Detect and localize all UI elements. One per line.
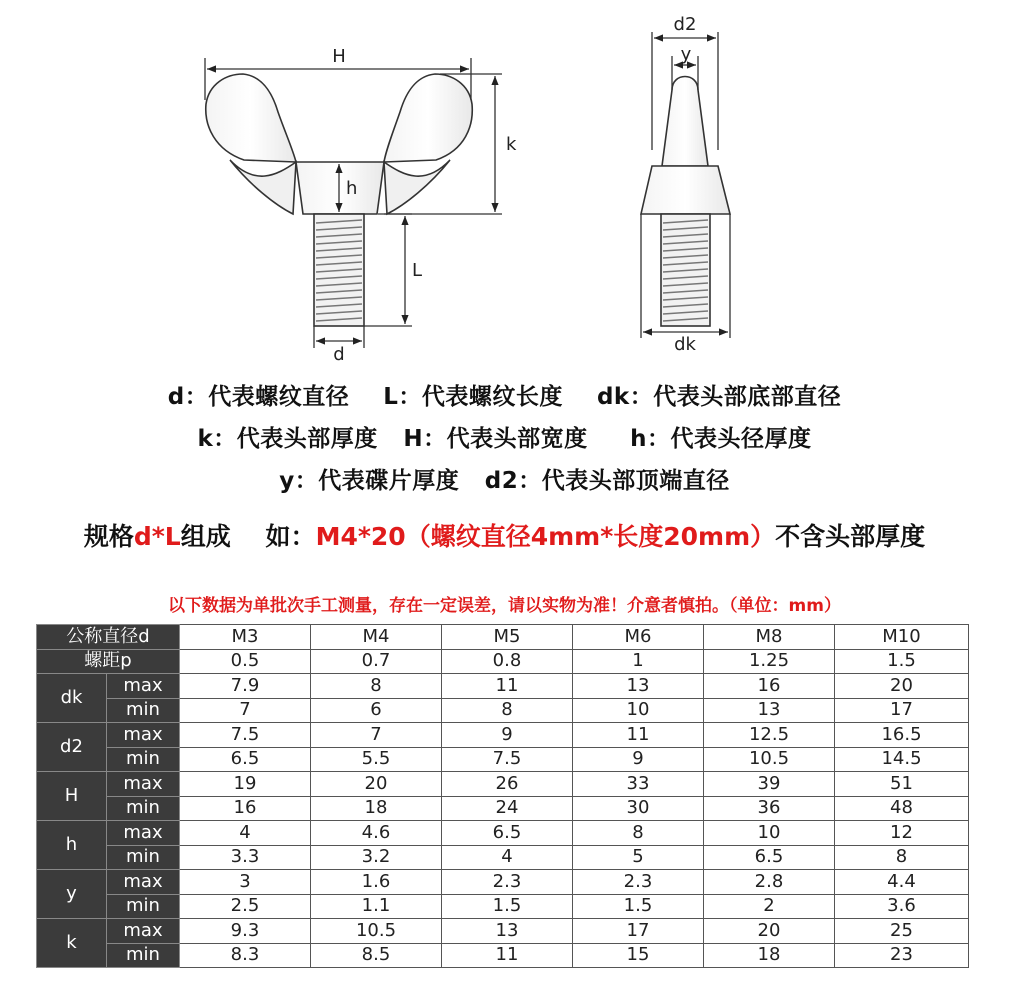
table-row	[37, 796, 969, 821]
value-cell: 3	[180, 870, 311, 895]
legend-H: H：代表头部宽度	[403, 426, 588, 452]
table-row	[37, 943, 969, 968]
table-row	[37, 894, 969, 919]
value-cell: 14.5	[835, 747, 969, 772]
value-cell: 4	[442, 845, 573, 870]
pitch-label-cell: 螺距p	[37, 649, 180, 674]
limit-label-cell: min	[107, 747, 180, 772]
pitch-cell: 0.8	[442, 649, 573, 674]
value-cell: 1.1	[311, 894, 442, 919]
value-cell: 7.5	[180, 723, 311, 748]
value-cell: 24	[442, 796, 573, 821]
size-header-cell: M4	[311, 625, 442, 650]
value-cell: 2.5	[180, 894, 311, 919]
value-cell: 16	[180, 796, 311, 821]
spec-mid: 组成 如：	[180, 522, 316, 551]
value-cell: 10.5	[311, 919, 442, 944]
value-cell: 36	[704, 796, 835, 821]
pitch-cell: 0.5	[180, 649, 311, 674]
size-header-cell: M6	[573, 625, 704, 650]
right-wing	[384, 74, 472, 162]
value-cell: 8	[311, 674, 442, 699]
limit-label-cell: min	[107, 698, 180, 723]
table-row	[37, 845, 969, 870]
side-blade	[662, 77, 708, 167]
value-cell: 1.6	[311, 870, 442, 895]
limit-label-cell: min	[107, 894, 180, 919]
value-cell: 6.5	[180, 747, 311, 772]
pitch-cell: 1.25	[704, 649, 835, 674]
value-cell: 8	[835, 845, 969, 870]
wing-screw-drawing	[0, 0, 1009, 370]
value-cell: 26	[442, 772, 573, 797]
value-cell: 5	[573, 845, 704, 870]
value-cell: 12.5	[704, 723, 835, 748]
legend-dk: dk：代表头部底部直径	[596, 384, 842, 410]
param-name-cell: k	[37, 919, 107, 968]
value-cell: 11	[442, 943, 573, 968]
pitch-cell: 1	[573, 649, 704, 674]
value-cell: 18	[704, 943, 835, 968]
table-row	[37, 747, 969, 772]
spec-line	[0, 517, 1009, 553]
label-dk: dk	[674, 334, 696, 355]
measurement-notice: 以下数据为单批次手工测量，存在一定误差，请以实物为准！介意者慎拍。（单位：mm）	[168, 596, 841, 616]
table-row	[37, 821, 969, 846]
value-cell: 10	[704, 821, 835, 846]
value-cell: 8.3	[180, 943, 311, 968]
value-cell: 6.5	[442, 821, 573, 846]
label-H: H	[332, 46, 346, 67]
legend-L: L：代表螺纹长度	[383, 384, 563, 410]
value-cell: 23	[835, 943, 969, 968]
label-k: k	[506, 134, 517, 155]
value-cell: 7	[311, 723, 442, 748]
table-row	[37, 674, 969, 699]
label-d: d	[333, 344, 345, 365]
table-row	[37, 723, 969, 748]
legend-line-2	[0, 420, 1009, 453]
value-cell: 2.8	[704, 870, 835, 895]
size-header-cell: M5	[442, 625, 573, 650]
param-name-cell: H	[37, 772, 107, 821]
value-cell: 15	[573, 943, 704, 968]
size-header-cell: M3	[180, 625, 311, 650]
limit-label-cell: max	[107, 674, 180, 699]
label-d2: d2	[673, 14, 697, 35]
value-cell: 3.2	[311, 845, 442, 870]
value-cell: 13	[704, 698, 835, 723]
value-cell: 51	[835, 772, 969, 797]
value-cell: 8	[442, 698, 573, 723]
pitch-row	[37, 649, 969, 674]
table-row	[37, 919, 969, 944]
table-row	[37, 772, 969, 797]
table-header-row	[37, 625, 969, 650]
value-cell: 7.5	[442, 747, 573, 772]
value-cell: 17	[835, 698, 969, 723]
value-cell: 8.5	[311, 943, 442, 968]
value-cell: 10	[573, 698, 704, 723]
param-name-cell: h	[37, 821, 107, 870]
value-cell: 16	[704, 674, 835, 699]
legend-line-3	[0, 462, 1009, 495]
value-cell: 3.6	[835, 894, 969, 919]
param-name-cell: d2	[37, 723, 107, 772]
legend-y: y：代表碟片厚度	[279, 468, 460, 494]
value-cell: 25	[835, 919, 969, 944]
value-cell: 16.5	[835, 723, 969, 748]
limit-label-cell: min	[107, 943, 180, 968]
value-cell: 13	[442, 919, 573, 944]
limit-label-cell: min	[107, 845, 180, 870]
value-cell: 4	[180, 821, 311, 846]
side-base	[641, 166, 730, 214]
value-cell: 7	[180, 698, 311, 723]
value-cell: 8	[573, 821, 704, 846]
limit-label-cell: max	[107, 723, 180, 748]
legend-line-1	[0, 378, 1009, 411]
left-wing-lower	[230, 160, 296, 214]
value-cell: 6	[311, 698, 442, 723]
value-cell: 17	[573, 919, 704, 944]
value-cell: 2.3	[442, 870, 573, 895]
value-cell: 13	[573, 674, 704, 699]
value-cell: 20	[835, 674, 969, 699]
value-cell: 9	[573, 747, 704, 772]
pitch-cell: 0.7	[311, 649, 442, 674]
label-L: L	[412, 260, 423, 281]
size-header-cell: M8	[704, 625, 835, 650]
table-row	[37, 870, 969, 895]
right-wing-lower	[384, 160, 450, 214]
header-label-cell: 公称直径d	[37, 625, 180, 650]
param-name-cell: y	[37, 870, 107, 919]
value-cell: 5.5	[311, 747, 442, 772]
limit-label-cell: min	[107, 796, 180, 821]
value-cell: 20	[704, 919, 835, 944]
value-cell: 4.4	[835, 870, 969, 895]
table-row	[37, 698, 969, 723]
value-cell: 9.3	[180, 919, 311, 944]
head-body	[296, 162, 384, 214]
value-cell: 11	[442, 674, 573, 699]
limit-label-cell: max	[107, 821, 180, 846]
spec-table	[36, 624, 969, 968]
value-cell: 7.9	[180, 674, 311, 699]
value-cell: 39	[704, 772, 835, 797]
pitch-cell: 1.5	[835, 649, 969, 674]
value-cell: 4.6	[311, 821, 442, 846]
value-cell: 19	[180, 772, 311, 797]
label-y: y	[680, 44, 692, 65]
value-cell: 6.5	[704, 845, 835, 870]
value-cell: 18	[311, 796, 442, 821]
value-cell: 10.5	[704, 747, 835, 772]
value-cell: 20	[311, 772, 442, 797]
value-cell: 11	[573, 723, 704, 748]
limit-label-cell: max	[107, 919, 180, 944]
spec-prefix: 规格	[83, 522, 134, 551]
value-cell: 12	[835, 821, 969, 846]
value-cell: 33	[573, 772, 704, 797]
legend-k: k：代表头部厚度	[197, 426, 378, 452]
legend-d: d：代表螺纹直径	[167, 384, 350, 410]
side-view	[641, 77, 730, 327]
spec-suffix: 不含头部厚度	[775, 522, 926, 551]
limit-label-cell: max	[107, 870, 180, 895]
value-cell: 30	[573, 796, 704, 821]
value-cell: 48	[835, 796, 969, 821]
legend-d2: d2：代表头部顶端直径	[484, 468, 730, 494]
label-h: h	[346, 178, 358, 199]
limit-label-cell: max	[107, 772, 180, 797]
value-cell: 2	[704, 894, 835, 919]
value-cell: 1.5	[573, 894, 704, 919]
value-cell: 2.3	[573, 870, 704, 895]
spec-formula: d*L	[133, 522, 181, 551]
legend-h: h：代表头径厚度	[630, 426, 812, 452]
param-name-cell: dk	[37, 674, 107, 723]
value-cell: 1.5	[442, 894, 573, 919]
size-header-cell: M10	[835, 625, 969, 650]
left-wing	[206, 74, 296, 162]
value-cell: 9	[442, 723, 573, 748]
spec-example: M4*20（螺纹直径4mm*长度20mm）	[315, 522, 776, 551]
value-cell: 3.3	[180, 845, 311, 870]
